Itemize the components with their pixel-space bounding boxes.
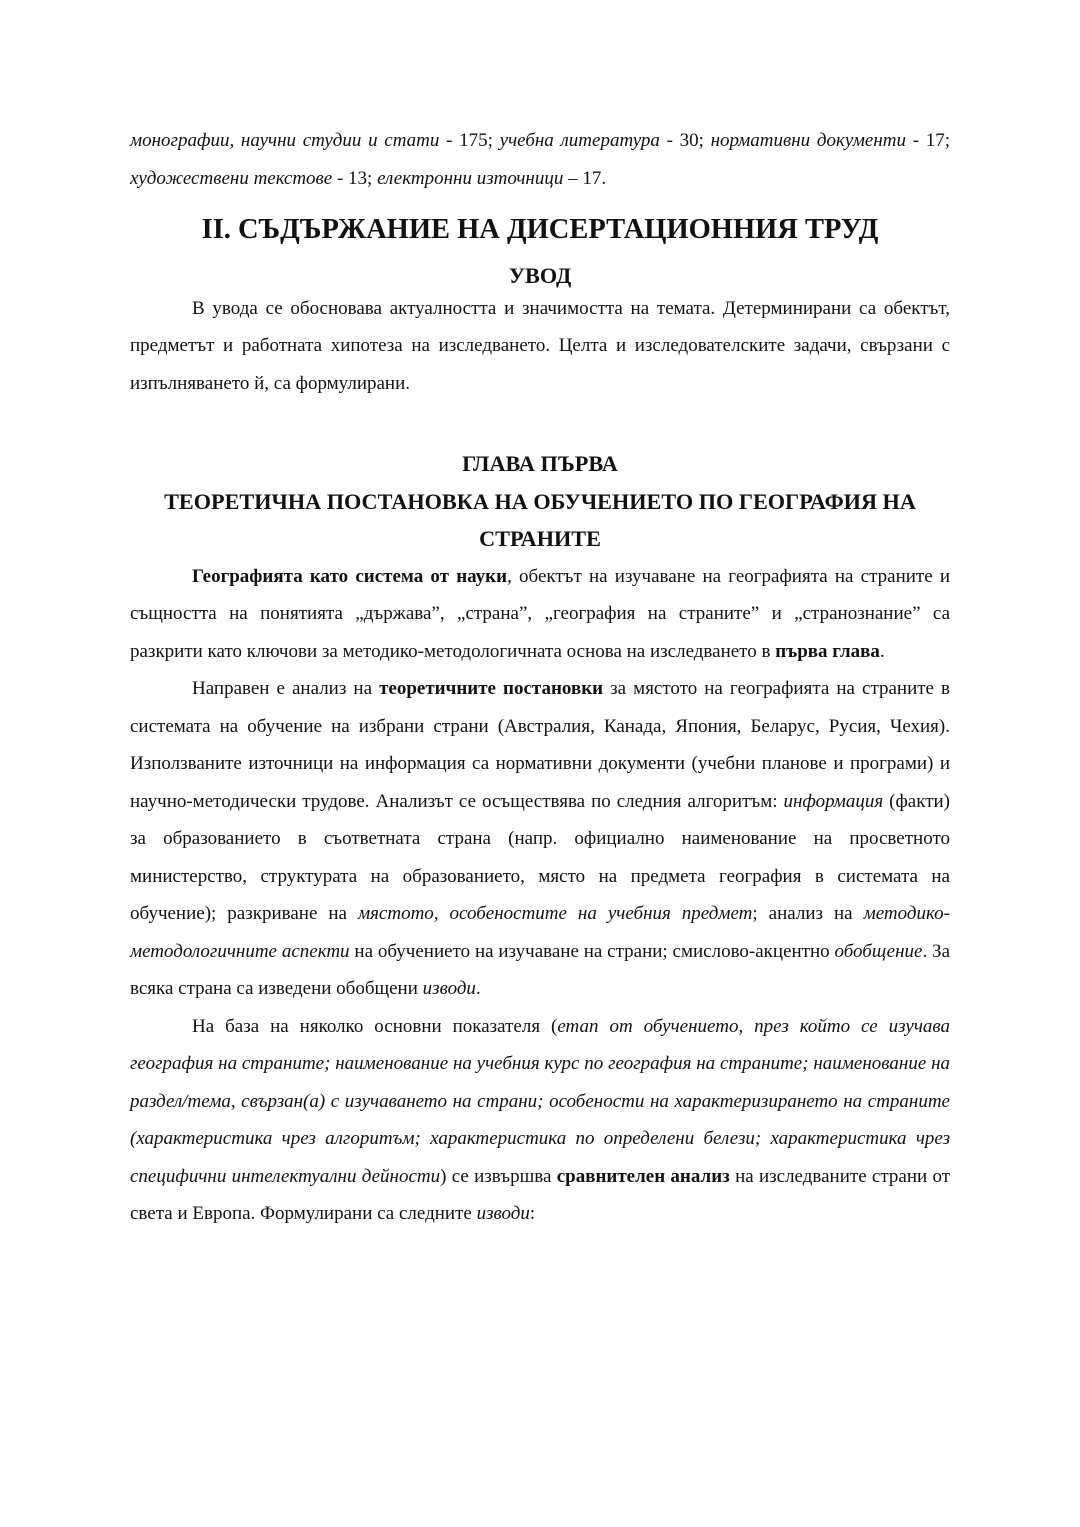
- text-textbooks: учебна литература: [499, 130, 660, 151]
- chapter-paragraph-2: Направен е анализ на теоретичните постановки за мястото на географията на страните в системата на обучение на избрани страни (Австралия, Канада, Япония, Беларус, Русия, Чехия). Използваните източници на информация са нормативни документи (учебни планове и програми) и научно-методически трудове. Анализът се осъществява по следния алгоритъм: информация (факти) за образованието в съответната страна (напр. официално наименование на просветното министерство, структурата на образованието, място на предмета география в системата на обучение); разкриване на мястото, особеностите на учебния предмет; анализ на методико-методологичните аспекти на обучението на изучаване на страни; смислово-акцентно обобщение. За всяка страна са изведени обобщени изводи.: [130, 678, 951, 999]
- bold-term: първа глава: [775, 640, 880, 662]
- text-count: - 13;: [332, 167, 378, 189]
- chapter-title: ТЕОРЕТИЧНА ПОСТАНОВКА НА ОБУЧЕНИЕТО ПО ГЕОГРАФИЯ НА СТРАНИТЕ: [164, 488, 916, 551]
- italic-term: информация: [783, 790, 884, 812]
- italic-term: мястото, особеностите на учебния предмет: [357, 903, 753, 924]
- chapter-paragraph-3: На база на няколко основни показателя (етап от обучението, през който се изучава география на страните; наименование на учебния курс по география на страните; наименование на раздел/тема, свързан(а) с изучаването на страни; особености на характеризирането на страните (характеристика чрез алгоритъм; характеристика по определени белези; характеристика чрез специфични интелектуални дейности) се извършва сравнителен анализ на изследваните страни от света и Европа. Формулирани са следните изводи:: [130, 1015, 951, 1224]
- italic-term: изводи: [476, 1203, 530, 1224]
- italic-term: етап от обучението, през който се изучава география на страните; наименование на учебния курс по география на страните; наименование на раздел/тема, свързан(а) с изучаването на страни; особености на характеризирането на страните (характеристика чрез алгоритъм; характеристика по определени белези; характеристика чрез специфични интелектуални дейности: [130, 1015, 951, 1187]
- chapter-label: ГЛАВА ПЪРВА: [462, 451, 618, 476]
- text-count: - 175;: [439, 130, 500, 151]
- bibliography-summary-paragraph: [130, 122, 950, 197]
- text-count: - 30;: [659, 130, 711, 151]
- chapter-paragraph-1: Географията като система от науки, обектът на изучаване на географията на страните и същността на понятията „държава”, „страна”, „география на страните” и „странознание” са разкрити като ключови за методико-методологичната основа на изследването в първа глава.: [130, 565, 950, 662]
- bold-term: Географията като система от науки: [192, 565, 508, 587]
- italic-term: изводи: [422, 978, 476, 999]
- bold-term: сравнителен анализ: [556, 1165, 730, 1187]
- text-normative-docs: нормативни документи: [710, 130, 906, 151]
- italic-term: методико-методологичните аспекти: [130, 903, 950, 962]
- text-electronic-sources: електронни източници: [377, 167, 564, 189]
- bold-term: теоретичните постановки: [379, 678, 604, 699]
- text-fiction: художествени текстове: [130, 167, 333, 189]
- section-heading: II. СЪДЪРЖАНИЕ НА ДИСЕРТАЦИОННИЯ ТРУД: [201, 214, 879, 245]
- text-monographs: монографии, научни студии и стати: [130, 130, 440, 151]
- text-count: – 17.: [563, 167, 607, 189]
- intro-heading: УВОД: [508, 262, 572, 288]
- text-count: - 17;: [906, 130, 951, 151]
- italic-term: обобщение: [834, 940, 923, 962]
- intro-paragraph: В увода се обосновава актуалността и значимостта на темата. Детерминирани са обектът, предметът и работната хипотеза на изследването. Целта и изследователските задачи, свързани с изпълняването й, са формулирани.: [130, 297, 950, 394]
- document-page: [130, 122, 950, 1233]
